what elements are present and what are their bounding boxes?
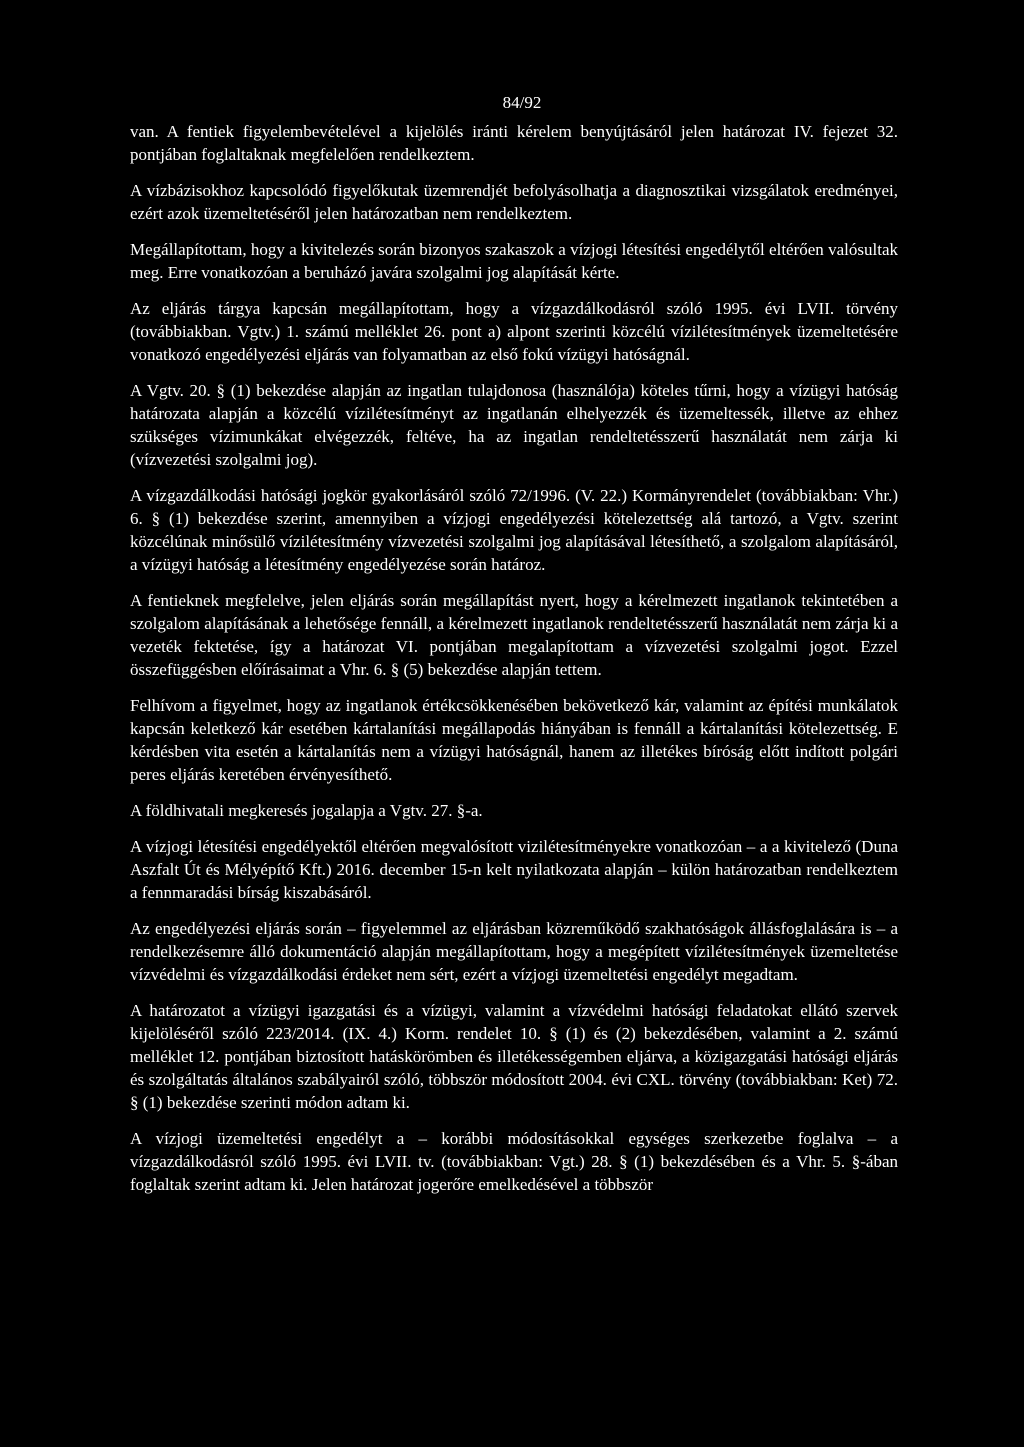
paragraph-12: A határozatot a vízügyi igazgatási és a vízügyi, valamint a vízvédelmi hatósági feladatokat ellátó szervek kijelöléséről szóló 223/2014. (IX. 4.) Korm. rendelet 10. § (1) és (2) bekezdésében, valamint a 2. számú melléklet 12. pontjában biztosított hatáskörömben és illetékességemben eljárva, a közigazgatási hatósági eljárás és szolgáltatás általános szabályairól szóló, többször módosított 2004. évi CXL. törvény (továbbiakban: Ket) 72. § (1) bekezdése szerinti módon adtam ki. bbox=[130, 1001, 898, 1112]
paragraph-4: Az eljárás tárgya kapcsán megállapítottam, hogy a vízgazdálkodásról szóló 1995. évi LVII. törvény (továbbiakban. Vgtv.) 1. számú melléklet 26. pont a) alpont szerinti közcélú vízilétesítmények üzemeltetésére vonatkozó engedélyezési eljárás van folyamatban az első fokú vízügyi hatóságnál. bbox=[130, 299, 898, 364]
paragraph-1: van. A fentiek figyelembevételével a kijelölés iránti kérelem benyújtásáról jelen határozat IV. fejezet 32. pontjában foglaltaknak megfelelően rendelkeztem. bbox=[130, 122, 898, 164]
document-body bbox=[130, 120, 898, 1209]
paragraph-8: Felhívom a figyelmet, hogy az ingatlanok értékcsökkenésében bekövetkező kár, valamint az építési munkálatok kapcsán keletkező kár esetében kártalanítási megállapodás hiányában is fennáll a kártalanítási kötelezettség. E kérdésben vita esetén a kártalanítás nem a vízügyi hatóságnál, hanem az illetékes bíróság előtt indított polgári peres eljárás keretében érvényesíthető. bbox=[130, 696, 898, 784]
paragraph-10: A vízjogi létesítési engedélyektől eltérően megvalósított vizilétesítményekre vonatkozóan – a a kivitelező (Duna Aszfalt Út és Mélyépítő Kft.) 2016. december 15-n kelt nyilatkozata alapján – külön határozatban rendelkeztem a fennmaradási bírság kiszabásáról. bbox=[130, 837, 898, 902]
page-number: 84/92 bbox=[502, 93, 542, 112]
paragraph-2: A vízbázisokhoz kapcsolódó figyelőkutak üzemrendjét befolyásolhatja a diagnosztikai vizsgálatok eredményei, ezért azok üzemeltetéséről jelen határozatban nem rendelkeztem. bbox=[130, 181, 898, 223]
paragraph-3: Megállapítottam, hogy a kivitelezés során bizonyos szakaszok a vízjogi létesítési engedélytől eltérően valósultak meg. Erre vonatkozóan a beruházó javára szolgalmi jog alapítását kérte. bbox=[130, 240, 898, 282]
paragraph-6: A vízgazdálkodási hatósági jogkör gyakorlásáról szóló 72/1996. (V. 22.) Kormányrendelet (továbbiakban: Vhr.) 6. § (1) bekezdése szerint, amennyiben a vízjogi engedélyezési kötelezettség alá tartozó, a Vgtv. szerint közcélúnak minősülő vízilétesítmény vízvezetési szolgalmi jog alapításával létesíthető, a szolgalom alapításáról, a vízügyi hatóság a létesítmény engedélyezése során határoz. bbox=[130, 486, 898, 574]
paragraph-7: A fentieknek megfelelve, jelen eljárás során megállapítást nyert, hogy a kérelmezett ingatlanok tekintetében a szolgalom alapításának a lehetősége fennáll, a kérelmezett ingatlanok rendeltetésszerű használatát nem zárja ki a vezeték fektetése, így a határozat VI. pontjában megalapítottam a vízvezetési szolgalmi jogot. Ezzel összefüggésben előírásaimat a Vhr. 6. § (5) bekezdése alapján tettem. bbox=[130, 591, 898, 679]
paragraph-13: A vízjogi üzemeltetési engedélyt a – korábbi módosításokkal egységes szerkezetbe foglalva – a vízgazdálkodásról szóló 1995. évi LVII. tv. (továbbiakban: Vgt.) 28. § (1) bekezdésében és a Vhr. 5. §-ában foglaltak szerint adtam ki. Jelen határozat jogerőre emelkedésével a többször bbox=[130, 1129, 898, 1194]
paragraph-9: A földhivatali megkeresés jogalapja a Vgtv. 27. §-a. bbox=[130, 801, 483, 820]
paragraph-11: Az engedélyezési eljárás során – figyelemmel az eljárásban közreműködő szakhatóságok állásfoglalására is – a rendelkezésemre álló dokumentáció alapján megállapítottam, hogy a megépített vízilétesítmények üzemeltetése vízvédelmi és vízgazdálkodási érdeket nem sért, ezért a vízjogi üzemeltetési engedélyt megadtam. bbox=[130, 919, 898, 984]
paragraph-5: A Vgtv. 20. § (1) bekezdése alapján az ingatlan tulajdonosa (használója) köteles tűrni, hogy a vízügyi hatóság határozata alapján a közcélú vízilétesítményt az ingatlanán elhelyezzék és üzemeltessék, illetve az ehhez szükséges vízimunkákat elvégezzék, feltéve, ha az ingatlan rendeltetésszerű használatát nem zárja ki (vízvezetési szolgalmi jog). bbox=[130, 381, 898, 469]
